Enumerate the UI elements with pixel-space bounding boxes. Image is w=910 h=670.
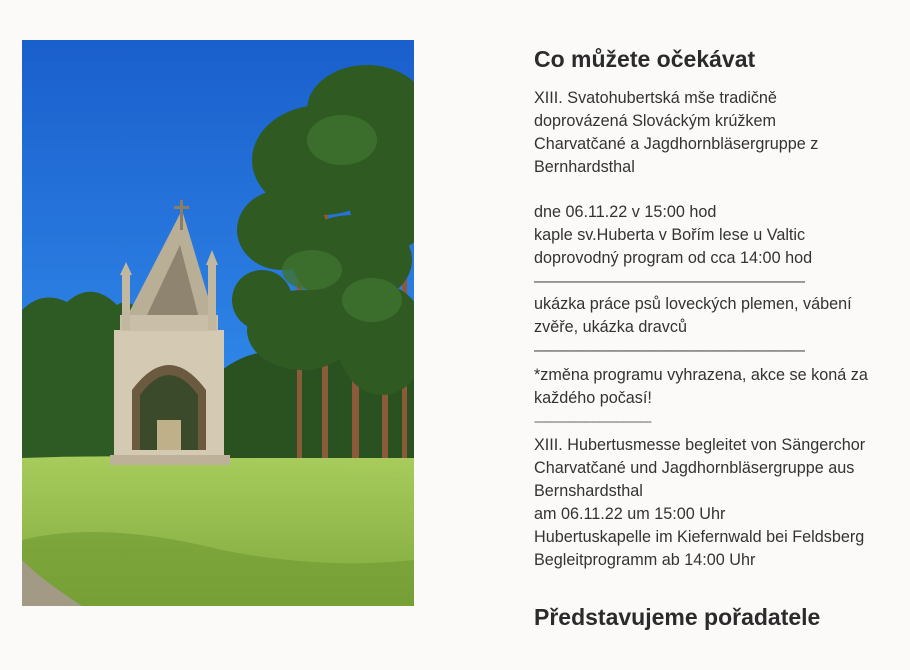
text-line: zvěře, ukázka dravců [534, 318, 687, 336]
text-line: kaple sv.Huberta v Bořím lese u Valtic [534, 226, 806, 244]
chapel-photo [22, 40, 414, 606]
organizers-title: Představujeme pořadatele [534, 604, 821, 630]
text-line: doprovázená Slováckým krúžkem [534, 112, 777, 130]
text-line: Hubertuskapelle im Kiefernwald bei Feldsberg [534, 528, 865, 546]
text-line: *změna programu vyhrazena, akce se koná za [534, 366, 868, 384]
text-line: Bernshardsthal [534, 482, 643, 500]
divider-line: —————————————————— [534, 342, 804, 359]
intro-paragraph [534, 87, 894, 179]
notice-paragraph [534, 364, 894, 410]
text-line: Charvatčané a Jagdhornbläsergruppe z [534, 135, 819, 153]
text-column [534, 46, 894, 572]
divider-short: --------------------------------------- [534, 414, 651, 428]
text-line: dne 06.11.22 v 15:00 hod [534, 203, 717, 221]
text-line: Bernhardsthal [534, 158, 635, 176]
text-line: am 06.11.22 um 15:00 Uhr [534, 505, 726, 523]
text-line: Charvatčané und Jagdhornbläsergruppe aus [534, 459, 855, 477]
text-line: doprovodný program od cca 14:00 hod [534, 249, 813, 267]
text-line: ukázka práce psů loveckých plemen, vábení [534, 295, 852, 313]
text-line: Begleitprogramm ab 14:00 Uhr [534, 551, 756, 569]
german-paragraph [534, 434, 894, 572]
program-paragraph [534, 293, 894, 339]
text-line: každého počasí! [534, 389, 652, 407]
text-line: XIII. Hubertusmesse begleitet von Sängerchor [534, 436, 866, 454]
section-title: Co můžete očekávat [534, 46, 756, 72]
details-paragraph [534, 201, 894, 270]
divider-line: —————————————————— [534, 273, 804, 290]
text-line: XIII. Svatohubertská mše tradičně [534, 89, 777, 107]
